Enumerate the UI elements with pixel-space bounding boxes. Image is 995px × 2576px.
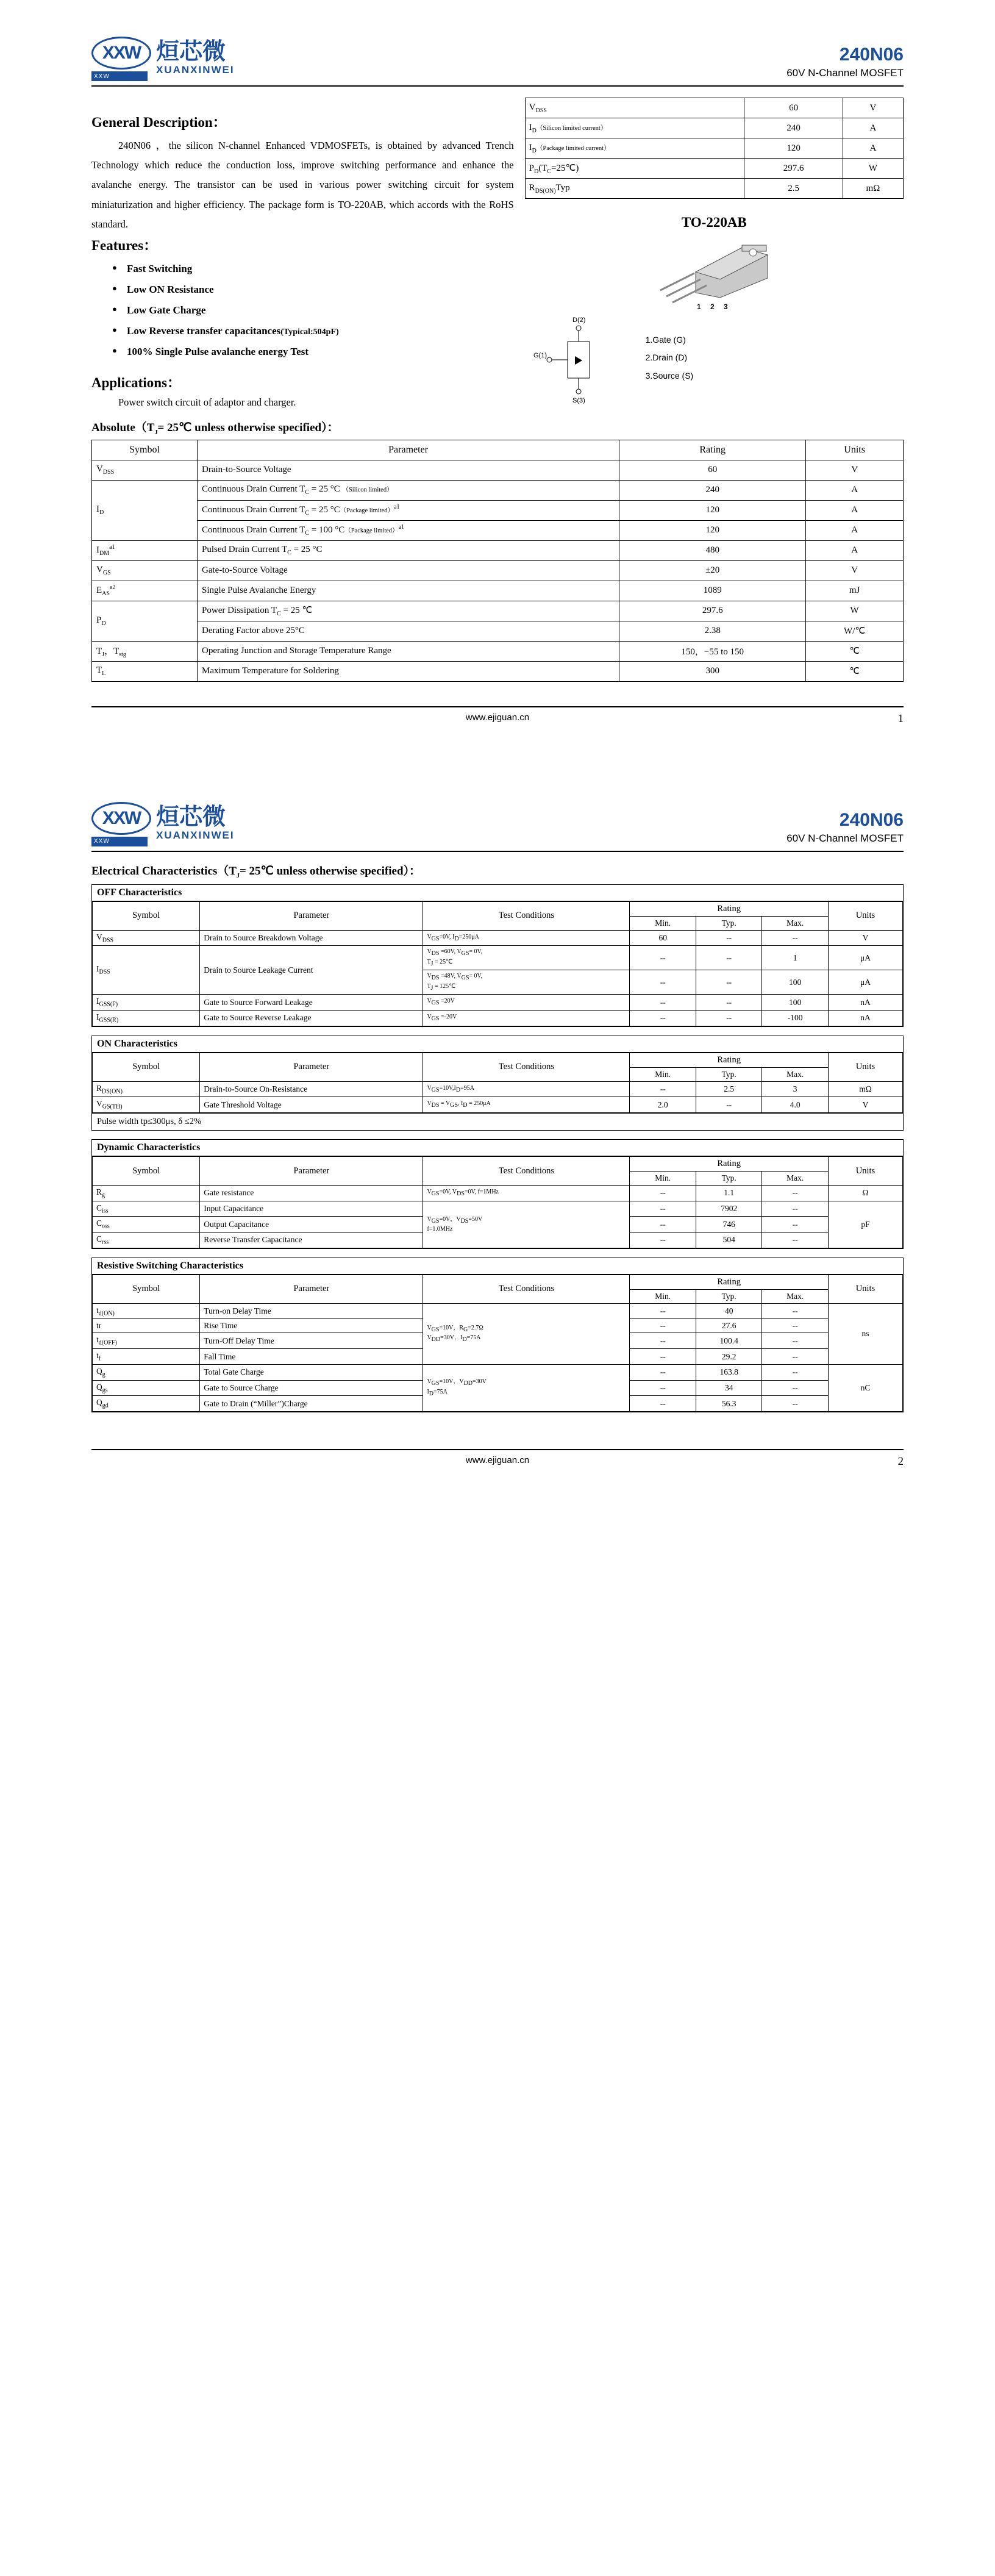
cell-min: -- <box>630 1319 696 1333</box>
cell-units: nC <box>828 1364 902 1411</box>
general-description-title: General Description： <box>91 115 227 130</box>
table-row: $t_{d(OFF)}$ Turn-Off Delay Time -- 100.4 -- <box>93 1333 903 1349</box>
col-typ: Typ. <box>696 916 761 930</box>
cell-parameter: Drain to Source Breakdown Voltage <box>200 930 423 946</box>
cell-conditions: VGS =20V <box>423 995 630 1011</box>
table-header-row <box>93 901 903 916</box>
table-row: $P_D(T_C=25℃)$ 297.6 W <box>525 159 903 179</box>
cell-max: -- <box>762 1303 828 1319</box>
table-row: $I_{GSS(R)}$ Gate to Source Reverse Leakage VGS =-20V -- -- -100 nA <box>93 1010 903 1026</box>
cell-conditions: VDS =60V, VGS= 0V, TJ = 25℃ <box>423 946 630 970</box>
table-row: Continuous Drain Current $T_C = 25$ °C（Package limited）$^{a1}$ 120 A <box>92 500 904 520</box>
cell-parameter: Drain-to-Source On-Resistance <box>200 1081 423 1097</box>
cell-conditions: VDS =48V, VGS= 0V, TJ = 125℃ <box>423 970 630 995</box>
list-item <box>127 325 514 337</box>
cell-max: 100 <box>762 995 828 1011</box>
col-rating: Rating <box>630 1157 828 1172</box>
cell-max: -- <box>762 1217 828 1233</box>
cell-parameter: Fall Time <box>200 1349 423 1365</box>
logo-bar-text: XXW <box>94 838 110 845</box>
cell-parameter: Operating Junction and Storage Temperature Range <box>198 641 619 661</box>
general-description-text: 240N06 ，the silicon N-channel Enhanced VDMOSFETs, is obtained by advanced Trench Technology which reduce the conduction loss, improve switching performance and enhance the avalanche energy. The transistor can be used in various power switching circuit for system miniaturization and higher efficiency. The package form is TO-220AB, which accords with the RoHS standard. <box>91 140 514 230</box>
cell-typ: 29.2 <box>696 1349 761 1365</box>
cell-rating: 297.6 <box>619 601 806 621</box>
applications-title: Applications： <box>91 375 181 390</box>
cell-parameter: Turn-on Delay Time <box>200 1303 423 1319</box>
cell-max: 100 <box>762 970 828 995</box>
cell-typ: 163.8 <box>696 1364 761 1380</box>
cell-conditions: VGS =-20V <box>423 1010 630 1026</box>
brand-name-cn: 烜芯微 <box>156 803 226 830</box>
col-max: Max. <box>762 916 828 930</box>
cell-units: mΩ <box>828 1081 902 1097</box>
table-row: $T_L$ Maximum Temperature for Soldering 300 ℃ <box>92 661 904 681</box>
cell-units: nA <box>828 995 902 1011</box>
brand-text <box>156 40 235 76</box>
col-rating: Rating <box>630 1053 828 1067</box>
cell-min: -- <box>630 970 696 995</box>
table-row: $C_{iss}$ Input Capacitance VGS=0V，VDS=50V f=1.0MHz -- 7902 -- pF <box>93 1201 903 1217</box>
cell-parameter: Output Capacitance <box>200 1217 423 1233</box>
cell-max: -- <box>762 1233 828 1248</box>
pin-assignment-list <box>646 331 694 385</box>
ec-title-part1: Electrical Characteristics（T <box>91 864 237 878</box>
cell-conditions: VGS=10V，VDD=30V ID=75A <box>423 1364 630 1411</box>
logo-mark <box>91 802 150 845</box>
table-row: $I_D(Package$ limited current） 120 A <box>525 138 903 159</box>
cell-rating: 120 <box>619 520 806 540</box>
cell-units: ℃ <box>806 641 904 661</box>
cell-rating: 480 <box>619 540 806 560</box>
cell-typ: -- <box>696 946 761 970</box>
list-item <box>127 304 514 317</box>
feature-note: (Typical:504pF) <box>280 327 339 337</box>
logo-bar <box>91 71 148 81</box>
cell-units: A <box>806 480 904 500</box>
cell-parameter: Gate to Drain (“Miller”)Charge <box>200 1396 423 1412</box>
pin-item-source: 3.Source (S) <box>645 370 694 381</box>
pin-item-gate: 1.Gate (G) <box>645 334 686 345</box>
table-row: $V_{GS}$ Gate-to-Source Voltage ±20 V <box>92 560 904 581</box>
cell-parameter: Gate to Source Charge <box>200 1380 423 1396</box>
cell-typ: 100.4 <box>696 1333 761 1349</box>
feature-label: Low ON Resistance <box>127 284 214 295</box>
page-header <box>91 802 904 848</box>
col-min: Min. <box>630 916 696 930</box>
footer-url[interactable]: www.ejiguan.cn <box>465 712 530 723</box>
cell-conditions: VGS=0V，VDS=50V f=1.0MHz <box>423 1201 630 1248</box>
cell-typ: -- <box>696 970 761 995</box>
cell-units: Ω <box>828 1186 902 1201</box>
col-units: Units <box>828 1053 902 1081</box>
part-number: 240N06 <box>839 809 904 830</box>
cell-parameter: Single Pulse Avalanche Energy <box>198 581 619 601</box>
cell-max: 4.0 <box>762 1097 828 1113</box>
col-units: Units <box>828 901 902 930</box>
page-footer <box>91 1449 904 1468</box>
header-part-info <box>786 45 904 79</box>
brand-name-en: XUANXINWEI <box>156 63 235 76</box>
datasheet-page-1 <box>0 0 995 723</box>
cell-parameter: Input Capacitance <box>200 1201 423 1217</box>
cell-min: -- <box>630 1349 696 1365</box>
pin-item-drain: 2.Drain (D) <box>645 352 688 363</box>
table-row: $T_J$，$T_{stg}$ Operating Junction and Storage Temperature Range 150，−55 to 150 ℃ <box>92 641 904 661</box>
to220ab-icon <box>622 234 805 306</box>
feature-label: Low Reverse transfer capacitances <box>127 325 281 337</box>
cell-units: μA <box>828 946 902 970</box>
feature-label: Low Gate Charge <box>127 304 206 316</box>
cell-max: 1 <box>762 946 828 970</box>
page-number: 1 <box>897 712 904 725</box>
col-typ: Typ. <box>696 1289 761 1303</box>
feature-label: 100% Single Pulse avalanche energy Test <box>127 346 308 357</box>
table-row: $V_{DSS}$ Drain to Source Breakdown Voltage VGS=0V, ID=250μA 60 -- -- V <box>93 930 903 946</box>
list-item <box>127 263 514 275</box>
table-row: $C_{oss}$ Output Capacitance -- 746 -- <box>93 1217 903 1233</box>
cell-min: -- <box>630 1233 696 1248</box>
cell-parameter: Maximum Temperature for Soldering <box>198 661 619 681</box>
cell-units: W <box>806 601 904 621</box>
table-row: $C_{rss}$ Reverse Transfer Capacitance -- 504 -- <box>93 1233 903 1248</box>
cell-parameter: Gate to Source Reverse Leakage <box>200 1010 423 1026</box>
cell-parameter: Drain-to-Source Voltage <box>198 460 619 480</box>
part-number: 240N06 <box>839 45 904 65</box>
table-header-row <box>92 440 904 460</box>
cell-parameter: Drain to Source Leakage Current <box>200 946 423 995</box>
footer-url[interactable]: www.ejiguan.cn <box>465 1454 530 1465</box>
cell-min: -- <box>630 1217 696 1233</box>
col-symbol: Symbol <box>93 1275 200 1303</box>
cell-typ: -- <box>696 1097 761 1113</box>
ec-title-sub: J <box>236 872 240 879</box>
col-rating: Rating <box>630 901 828 916</box>
col-min: Min. <box>630 1067 696 1081</box>
cell-typ: 746 <box>696 1217 761 1233</box>
table-row: $t_{d(ON)}$ Turn-on Delay Time VGS=10V，RG=2.7Ω VDD=30V，ID=75A -- 40 -- ns <box>93 1303 903 1319</box>
table-row: $Q_g$ Total Gate Charge VGS=10V，VDD=30V ID=75A -- 163.8 -- nC <box>93 1364 903 1380</box>
cell-units: V <box>806 560 904 581</box>
part-description: 60V N-Channel MOSFET <box>786 832 904 844</box>
summary-ratings-table <box>525 98 904 199</box>
cell-min: -- <box>630 995 696 1011</box>
cell-units: A <box>806 520 904 540</box>
absolute-title-part2: = 25℃ unless otherwise specified）： <box>157 421 339 434</box>
cell-units: nA <box>828 1010 902 1026</box>
cell-units: ns <box>828 1303 902 1364</box>
col-parameter: Parameter <box>200 1275 423 1303</box>
col-symbol: Symbol <box>93 1053 200 1081</box>
applications-text: Power switch circuit of adaptor and charger. <box>118 396 296 408</box>
cell-min: -- <box>630 1010 696 1026</box>
page-number: 2 <box>897 1454 904 1468</box>
table-header-row <box>93 1053 903 1067</box>
cell-min: 2.0 <box>630 1097 696 1113</box>
cell-max: -- <box>762 930 828 946</box>
col-test-conditions: Test Conditions <box>423 1157 630 1186</box>
cell-typ: 27.6 <box>696 1319 761 1333</box>
cell-parameter: Gate Threshold Voltage <box>200 1097 423 1113</box>
logo-bar <box>91 837 148 846</box>
cell-rating: 2.38 <box>619 621 806 641</box>
cell-max: -- <box>762 1380 828 1396</box>
cell-parameter: Turn-Off Delay Time <box>200 1333 423 1349</box>
cell-min: -- <box>630 1380 696 1396</box>
cell-max: -- <box>762 1349 828 1365</box>
cell-symbol: tr <box>93 1319 200 1333</box>
col-typ: Typ. <box>696 1172 761 1186</box>
cell-conditions: VDS = VGS, ID = 250μA <box>423 1097 630 1113</box>
col-test-conditions: Test Conditions <box>423 901 630 930</box>
table-row: $I_{GSS(F)}$ Gate to Source Forward Leakage VGS =20V -- -- 100 nA <box>93 995 903 1011</box>
cell-parameter: Rise Time <box>200 1319 423 1333</box>
cell-typ: 2.5 <box>696 1081 761 1097</box>
cell-typ: 40 <box>696 1303 761 1319</box>
absolute-title-part1: Absolute（T <box>91 421 155 434</box>
col-symbol: Symbol <box>93 901 200 930</box>
cell-typ: -- <box>696 930 761 946</box>
table-row <box>92 621 904 641</box>
table-row: $I_{DM}^{a1}$ Pulsed Drain Current $T_C = 25$ °C 480 A <box>92 540 904 560</box>
feature-label: Fast Switching <box>127 263 193 274</box>
on-characteristics-block <box>91 1036 904 1131</box>
logo-bar-text: XXW <box>94 73 110 80</box>
brand-text <box>156 805 235 842</box>
table-row: $V_{GS(TH)}$ Gate Threshold Voltage VDS = VGS, ID = 250μA 2.0 -- 4.0 V <box>93 1097 903 1113</box>
col-parameter: Parameter <box>200 1157 423 1186</box>
cell-rating: 1089 <box>619 581 806 601</box>
cell-min: -- <box>630 1081 696 1097</box>
table-row: $R_{DS(ON)}Typ$ 2.5 mΩ <box>525 179 903 199</box>
cell-conditions: VGS=10V，RG=2.7Ω VDD=30V，ID=75A <box>423 1303 630 1364</box>
cell-max: 3 <box>762 1081 828 1097</box>
header-part-info <box>786 810 904 845</box>
cell-typ: 7902 <box>696 1201 761 1217</box>
cell-units: V <box>806 460 904 480</box>
cell-rating: 150，−55 to 150 <box>619 641 806 661</box>
cell-min: -- <box>630 1201 696 1217</box>
schematic-symbol-row <box>525 312 904 404</box>
cell-min: -- <box>630 1396 696 1412</box>
col-rating: Rating <box>619 440 806 460</box>
col-typ: Typ. <box>696 1067 761 1081</box>
col-units: Units <box>828 1157 902 1186</box>
cell-rating: ±20 <box>619 560 806 581</box>
cell-parameter: Gate to Source Forward Leakage <box>200 995 423 1011</box>
brand-logo <box>91 802 235 845</box>
col-max: Max. <box>762 1289 828 1303</box>
col-rating: Rating <box>630 1275 828 1289</box>
cell-typ: 1.1 <box>696 1186 761 1201</box>
cell-typ: 34 <box>696 1380 761 1396</box>
brand-name-en: XUANXINWEI <box>156 829 235 841</box>
table-row: $t_f$ Fall Time -- 29.2 -- <box>93 1349 903 1365</box>
cell-min: -- <box>630 946 696 970</box>
table-row: $Q_{gs}$ Gate to Source Charge -- 34 -- <box>93 1380 903 1396</box>
table-row: $V_{DSS}$ Drain-to-Source Voltage 60 V <box>92 460 904 480</box>
cell-parameter: Derating Factor above 25°C <box>198 621 619 641</box>
cell-min: -- <box>630 1186 696 1201</box>
ec-title-part2: = 25℃ unless otherwise specified）： <box>239 864 421 878</box>
table-row: $E_{AS}^{a2}$ Single Pulse Avalanche Energy 1089 mJ <box>92 581 904 601</box>
block-title: Resistive Switching Characteristics <box>92 1258 903 1275</box>
cell-units: μA <box>828 970 902 995</box>
table-row: $I_D(Silicon$ limited current） 240 A <box>525 118 903 138</box>
table-row: $R_g$ Gate resistance VGS=0V, VDS=0V, f=1MHz -- 1.1 -- Ω <box>93 1186 903 1201</box>
table-row: $I_{DSS}$ Drain to Source Leakage Current VDS =60V, VGS= 0V, TJ = 25℃ -- -- 1 μA <box>93 946 903 970</box>
logo-xxw-icon: XXW <box>91 802 151 835</box>
cell-units: V <box>828 1097 902 1113</box>
cell-units: ℃ <box>806 661 904 681</box>
cell-units: pF <box>828 1201 902 1248</box>
part-description: 60V N-Channel MOSFET <box>786 67 904 79</box>
cell-typ: -- <box>696 995 761 1011</box>
electrical-characteristics-title <box>91 862 904 879</box>
off-characteristics-table <box>92 901 903 1026</box>
cell-typ: 56.3 <box>696 1396 761 1412</box>
mosfet-symbol-icon <box>525 312 629 404</box>
col-min: Min. <box>630 1172 696 1186</box>
off-characteristics-block <box>91 884 904 1027</box>
list-item <box>127 284 514 296</box>
col-max: Max. <box>762 1172 828 1186</box>
block-title: ON Characteristics <box>92 1036 903 1053</box>
cell-max: -- <box>762 1396 828 1412</box>
col-test-conditions: Test Conditions <box>423 1275 630 1303</box>
list-item <box>127 346 514 358</box>
cell-rating: 120 <box>619 500 806 520</box>
logo-xxw-icon: XXW <box>91 37 151 70</box>
cell-max: -- <box>762 1364 828 1380</box>
svg-text:D(2): D(2) <box>572 317 586 324</box>
page-footer <box>91 706 904 723</box>
cell-min: -- <box>630 1364 696 1380</box>
svg-text:G(1): G(1) <box>533 352 547 359</box>
block-title: Dynamic Characteristics <box>92 1140 903 1156</box>
cell-units: A <box>806 500 904 520</box>
table-header-row <box>93 1157 903 1172</box>
cell-max: -- <box>762 1186 828 1201</box>
cell-typ: -- <box>696 1010 761 1026</box>
logo-mark <box>91 37 150 79</box>
table-header-row <box>93 1275 903 1289</box>
table-row: $P_D$ Power Dissipation $T_C = 25$ ℃ 297.6 W <box>92 601 904 621</box>
header-divider <box>91 851 904 852</box>
table-row: $R_{DS(ON)}$ Drain-to-Source On-Resistance VGS=10V,ID=95A -- 2.5 3 mΩ <box>93 1081 903 1097</box>
brand-logo <box>91 37 235 79</box>
block-title: OFF Characteristics <box>92 885 903 901</box>
col-parameter: Parameter <box>200 901 423 930</box>
col-max: Max. <box>762 1067 828 1081</box>
features-title: Features： <box>91 238 158 253</box>
cell-units: mJ <box>806 581 904 601</box>
table-row: $Q_{gd}$ Gate to Drain (“Miller”)Charge -- 56.3 -- <box>93 1396 903 1412</box>
cell-max: -- <box>762 1201 828 1217</box>
header-divider <box>91 85 904 87</box>
col-parameter: Parameter <box>198 440 619 460</box>
cell-rating: 60 <box>619 460 806 480</box>
resistive-switching-table <box>92 1275 903 1412</box>
cell-min: -- <box>630 1303 696 1319</box>
col-units: Units <box>828 1275 902 1303</box>
cell-min: -- <box>630 1333 696 1349</box>
cell-parameter: Total Gate Charge <box>200 1364 423 1380</box>
package-pin-numbers: 1 2 3 <box>696 302 732 311</box>
cell-max: -100 <box>762 1010 828 1026</box>
package-drawing <box>525 234 904 311</box>
cell-typ: 504 <box>696 1233 761 1248</box>
dynamic-characteristics-block <box>91 1139 904 1249</box>
cell-units: W/℃ <box>806 621 904 641</box>
col-symbol: Symbol <box>92 440 198 460</box>
col-parameter: Parameter <box>200 1053 423 1081</box>
cell-parameter: Gate-to-Source Voltage <box>198 560 619 581</box>
cell-parameter: Gate resistance <box>200 1186 423 1201</box>
cell-max: -- <box>762 1333 828 1349</box>
cell-min: 60 <box>630 930 696 946</box>
col-min: Min. <box>630 1289 696 1303</box>
cell-max: -- <box>762 1319 828 1333</box>
cell-rating: 300 <box>619 661 806 681</box>
absolute-max-ratings-table <box>91 440 904 682</box>
cell-conditions: VGS=0V, ID=250μA <box>423 930 630 946</box>
cell-conditions: VGS=10V,ID=95A <box>423 1081 630 1097</box>
absolute-max-title <box>91 418 904 436</box>
cell-conditions: VGS=0V, VDS=0V, f=1MHz <box>423 1186 630 1201</box>
on-characteristics-table <box>92 1053 903 1113</box>
cell-rating: 240 <box>619 480 806 500</box>
cell-units: V <box>828 930 902 946</box>
table-row: $V_{DSS}$ 60 V <box>525 98 903 118</box>
cell-units: A <box>806 540 904 560</box>
table-row: Continuous Drain Current $T_C = 100$ °C（Package limited）$^{a1}$ 120 A <box>92 520 904 540</box>
resistive-switching-block <box>91 1258 904 1412</box>
dynamic-characteristics-table <box>92 1156 903 1248</box>
cell-parameter: Reverse Transfer Capacitance <box>200 1233 423 1248</box>
package-title: TO-220AB <box>681 215 747 230</box>
col-test-conditions: Test Conditions <box>423 1053 630 1081</box>
svg-text:S(3): S(3) <box>572 397 585 404</box>
page-header <box>91 37 904 83</box>
absolute-title-sub: J <box>154 429 158 436</box>
table-row: $I_D$ Continuous Drain Current $T_C = 25$ °C （Silicon limited） 240 A <box>92 480 904 500</box>
pulse-width-note: Pulse width tp≤300μs, δ ≤2% <box>92 1113 903 1130</box>
col-symbol: Symbol <box>93 1157 200 1186</box>
datasheet-page-2 <box>0 765 995 1468</box>
brand-name-cn: 烜芯微 <box>156 38 226 65</box>
col-units: Units <box>806 440 904 460</box>
